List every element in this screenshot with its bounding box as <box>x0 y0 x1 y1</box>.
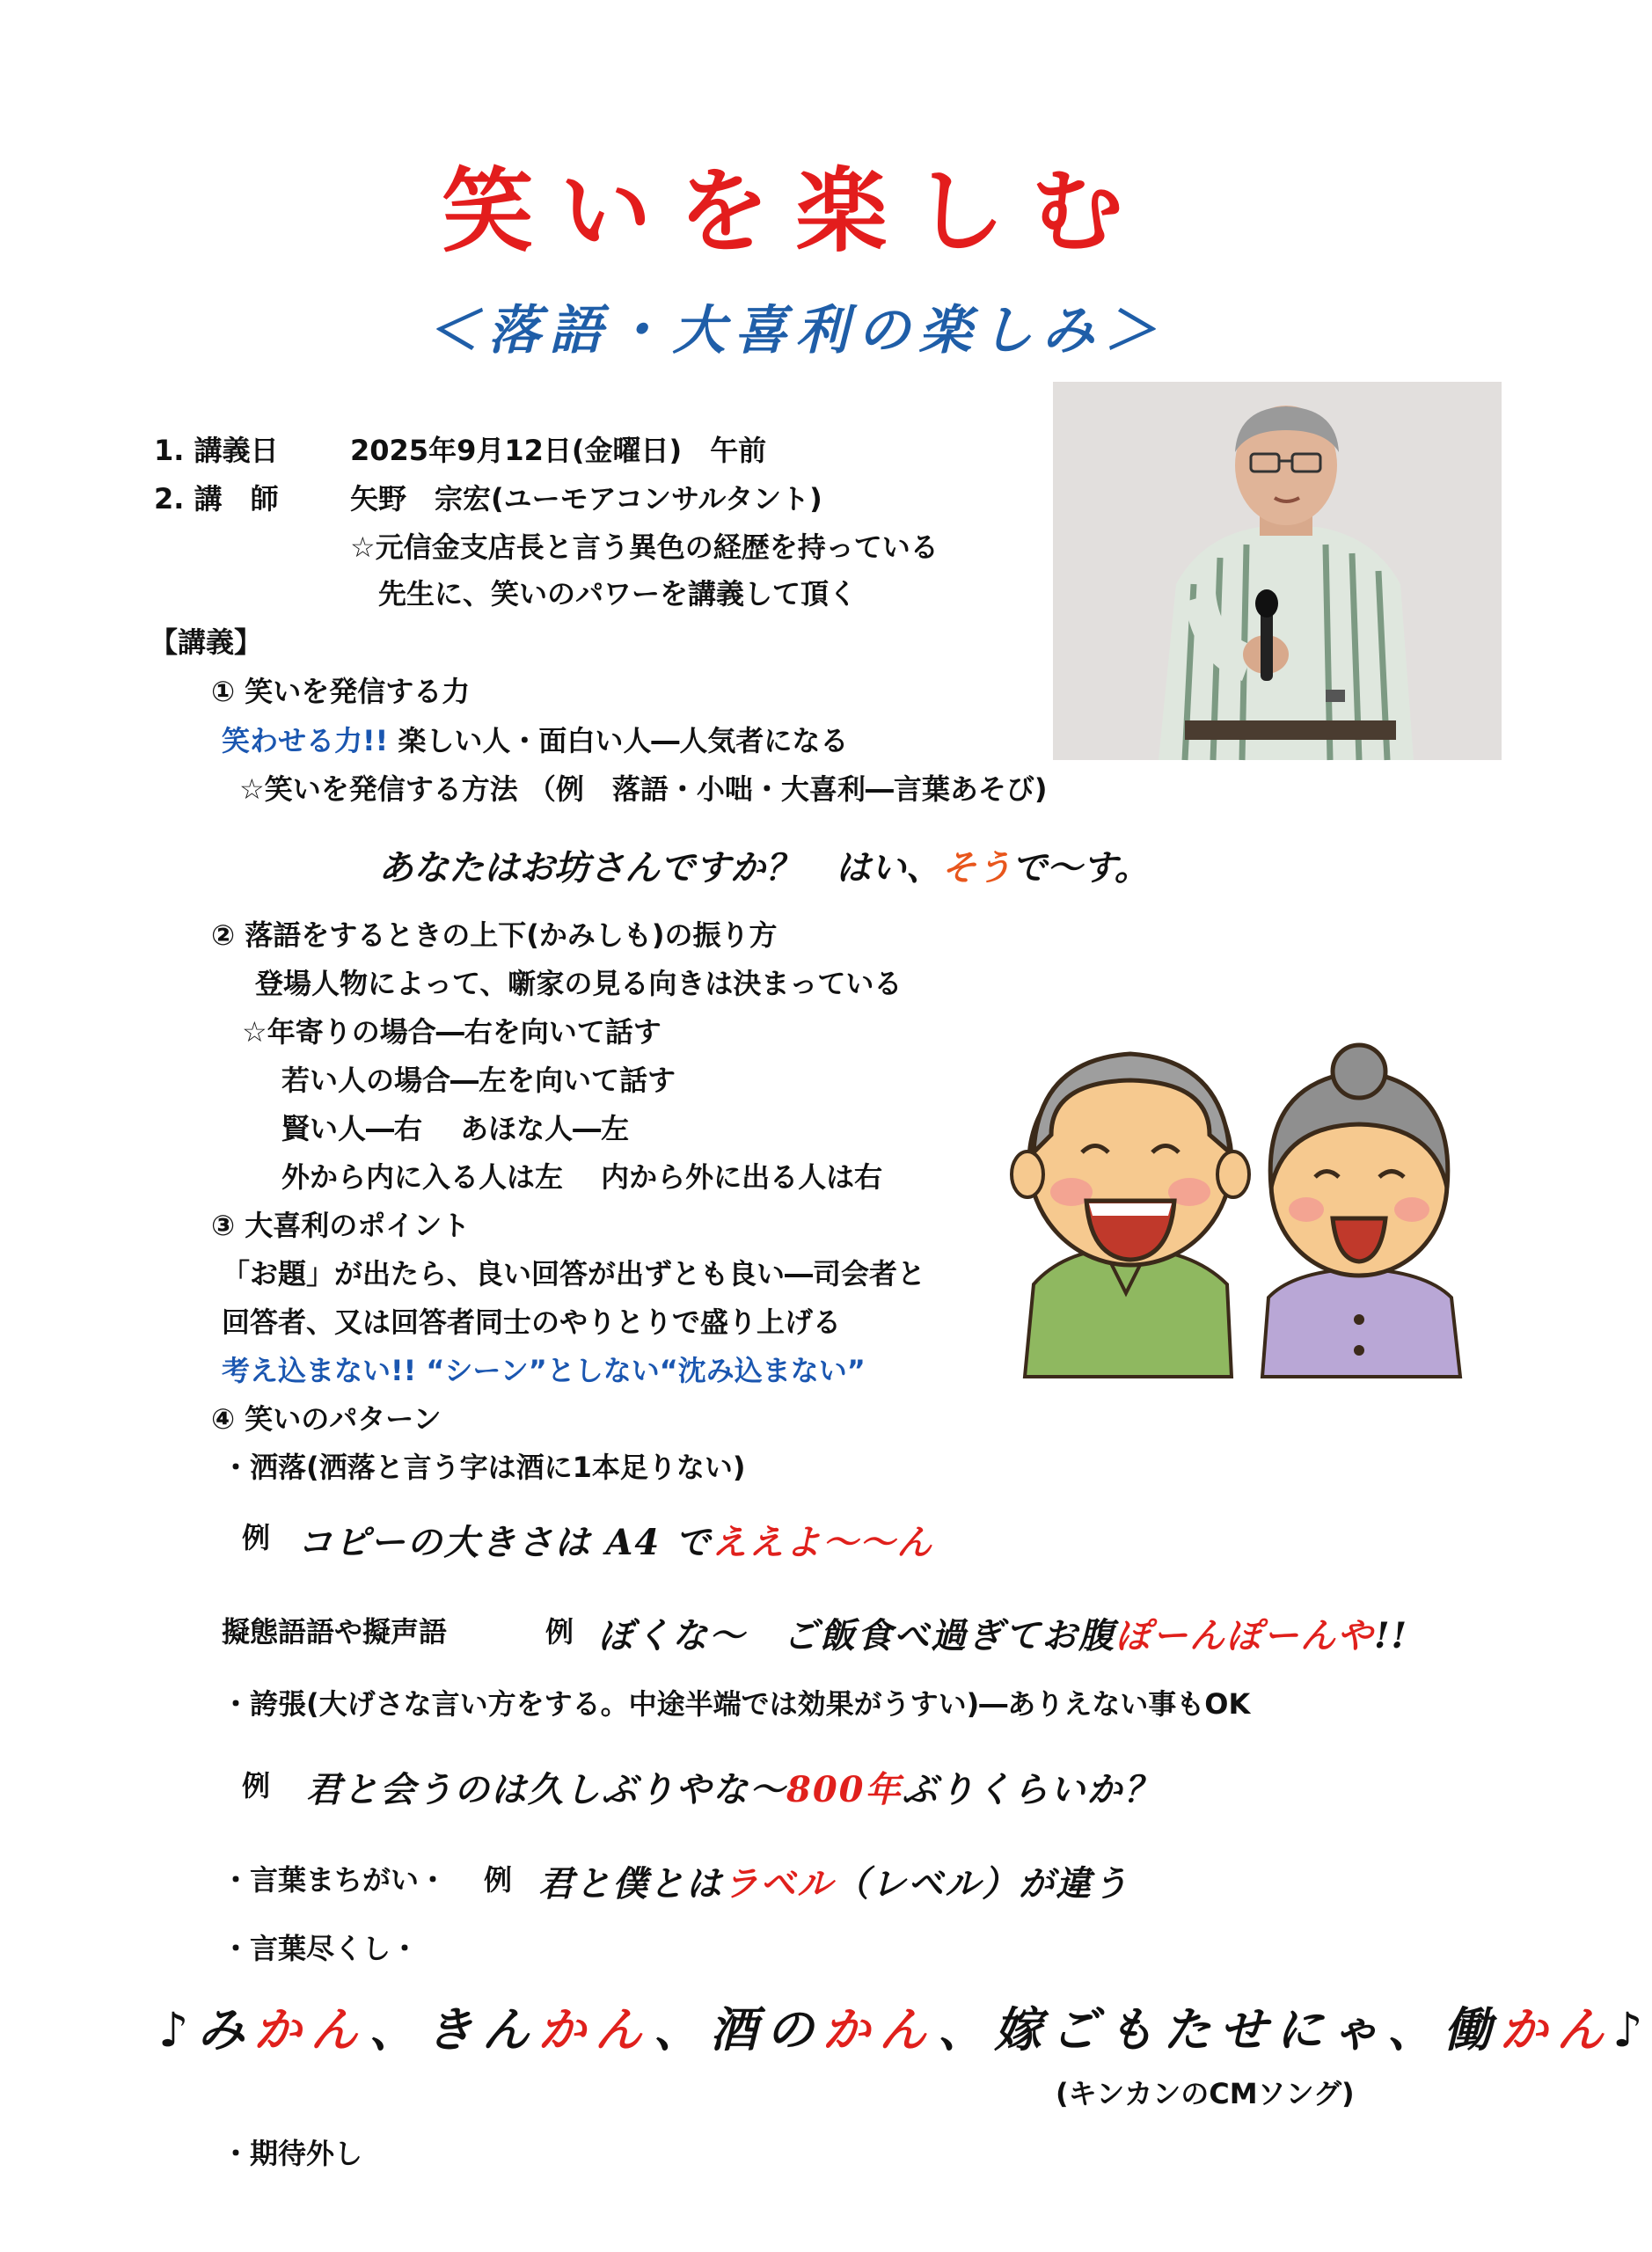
pattern-share-example-emphasis: ええよ～～ん <box>712 1522 934 1563</box>
pattern-kocho-example-label: 例 <box>242 1769 271 1802</box>
pattern-machigai-example-pre: 君と僕とは <box>538 1863 723 1905</box>
song-note: (キンカンのCMソング) <box>1056 2077 1355 2110</box>
song-segment: ♪み <box>158 2001 254 2058</box>
kinkan-cm-song <box>158 1992 1652 2060</box>
lecturer-bio-line1: ☆元信金支店長と言う異色の経歴を持っている <box>350 530 939 564</box>
pattern-kitai: ・期待外し <box>222 2137 363 2170</box>
pattern-machigai-example-emphasis: ラベル <box>723 1863 834 1905</box>
section3-line1: 「お題」が出たら、良い回答が出ずとも良い―司会者と <box>222 1257 926 1291</box>
page-title: 笑いを楽しむ <box>442 157 1150 265</box>
page-subtitle <box>0 297 1591 364</box>
pattern-machigai-example-post: （レベル）が違う <box>834 1863 1129 1905</box>
section3-line2: 回答者、又は回答者同士のやりとりで盛り上げる <box>222 1305 842 1339</box>
pattern-share-example-label: 例 <box>242 1521 271 1554</box>
pattern-giseigo-example-post: !! <box>1374 1615 1409 1656</box>
pattern-giseigo-example-pre: ぼくな～ ご飯食べ過ぎてお腹 <box>598 1615 1115 1656</box>
section3-line3: 考え込まない!! “シーン”としない“沈み込まない” <box>222 1354 866 1387</box>
pattern-share-example <box>297 1515 933 1565</box>
pattern-kocho: ・誇張(大げさな言い方をする。中途半端では効果がうすい)―ありえない事もOK <box>222 1687 1251 1721</box>
song-segment: 、きん <box>369 2001 538 2058</box>
subtitle-open-bracket: ＜ <box>426 300 488 362</box>
subtitle-text: 落語・大喜利の楽しみ <box>487 300 1104 362</box>
song-segment: 、嫁ごもたせにゃ、働 <box>938 2001 1501 2058</box>
section1-example-emphasis: そう <box>941 847 1012 888</box>
section1-subline-text: 楽しい人・面白い人―人気者になる <box>388 724 849 757</box>
lecturer-label: 2. 講 師 <box>154 482 279 515</box>
pattern-giseigo: 擬態語語や擬声語 <box>222 1615 448 1649</box>
lecturer-value: 矢野 宗宏(ユーモアコンサルタント) <box>350 482 822 515</box>
song-segment: ♪ <box>1612 2001 1652 2058</box>
pattern-share: ・洒落(洒落と言う字は酒に1本足りない) <box>222 1451 746 1484</box>
pattern-kocho-example-pre: 君と会うのは久しぶりやな～ <box>306 1769 786 1810</box>
section1-method: ☆笑いを発信する方法 （例 落語・小咄・大喜利―言葉あそび) <box>239 772 1048 806</box>
section1-subline <box>222 723 848 758</box>
pattern-zukushi: ・言葉尽くし・ <box>222 1932 420 1965</box>
subtitle-close-bracket: ＞ <box>1103 300 1166 362</box>
song-segment: かん <box>537 2001 654 2058</box>
section1-emphasis: 笑わせる力!! <box>222 724 389 757</box>
section2-line1: 登場人物によって、噺家の見る向きは決まっている <box>255 967 903 1000</box>
song-segment: かん <box>822 2001 939 2058</box>
section1-example-pre: あなたはお坊さんですか？ はい、 <box>378 847 941 888</box>
section2-heading: ② 落語をするときの上下(かみしも)の振り方 <box>211 918 778 952</box>
section3-heading: ③ 大喜利のポイント <box>211 1209 471 1242</box>
lecturer-bio-line2: 先生に、笑いのパワーを講義して頂く <box>378 577 858 611</box>
song-segment: かん <box>253 2001 369 2058</box>
date-label: 1. 講義日 <box>154 434 279 467</box>
date-value: 2025年9月12日(金曜日) 午前 <box>350 434 767 467</box>
section2-line4: 賢い人―右 あほな人―左 <box>281 1112 630 1145</box>
section1-example <box>378 840 1150 890</box>
pattern-machigai-example-label: 例 <box>484 1863 513 1897</box>
pattern-giseigo-example <box>598 1608 1408 1658</box>
pattern-giseigo-example-emphasis: ぽーんぽーんや <box>1115 1615 1374 1656</box>
lecturer-photo <box>1053 382 1502 760</box>
elderly-couple-illustration <box>1012 1029 1469 1377</box>
pattern-kocho-example <box>306 1762 1161 1812</box>
section4-heading: ④ 笑いのパターン <box>211 1402 442 1436</box>
pattern-machigai-example <box>538 1856 1129 1906</box>
pattern-kocho-example-emphasis: 800年 <box>786 1769 903 1810</box>
section2-line3: 若い人の場合―左を向いて話す <box>281 1064 676 1097</box>
pattern-machigai: ・言葉まちがい・ <box>222 1863 448 1897</box>
pattern-giseigo-example-label: 例 <box>545 1615 574 1649</box>
section2-line5: 外から内に入る人は左 内から外に出る人は右 <box>281 1160 883 1194</box>
pattern-kocho-example-post: ぶりくらいか？ <box>902 1769 1161 1810</box>
song-segment: 、酒の <box>653 2001 822 2058</box>
lecture-heading: 【講義】 <box>150 625 263 659</box>
section1-example-post: で～す。 <box>1012 847 1150 888</box>
section1-heading: ① 笑いを発信する力 <box>211 675 471 708</box>
song-segment: かん <box>1500 2001 1613 2058</box>
pattern-share-example-pre: コピーの大きさは A4 で <box>297 1522 713 1563</box>
section2-line2: ☆年寄りの場合―右を向いて話す <box>242 1015 662 1049</box>
